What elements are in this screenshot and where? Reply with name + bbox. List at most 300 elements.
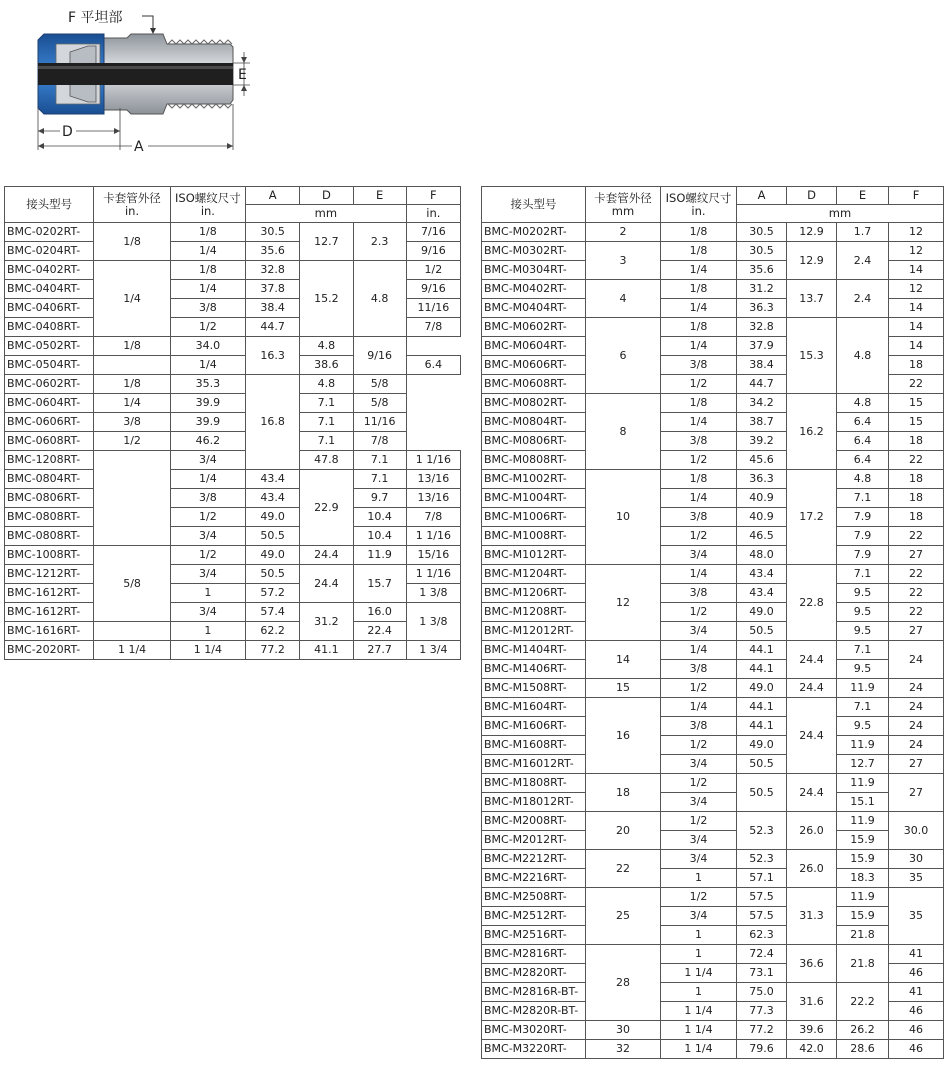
iso-thread-cell: 1/2 <box>661 774 737 793</box>
dim-a-cell: 50.5 <box>737 774 787 812</box>
dim-e-cell: 4.8 <box>837 394 889 413</box>
dim-a-cell: 38.7 <box>737 413 787 432</box>
iso-thread-cell: 1 1/4 <box>661 1021 737 1040</box>
dim-f-cell: 7/8 <box>406 318 460 337</box>
part-number-cell: BMC-M1012RT- <box>482 546 586 565</box>
dim-e-cell: 2.4 <box>837 242 889 280</box>
dim-e-cell: 4.8 <box>837 318 889 394</box>
dim-f-cell: 11/16 <box>353 413 406 432</box>
dim-a-cell: 57.5 <box>737 888 787 907</box>
table-row <box>482 945 944 964</box>
iso-thread-cell: 1/2 <box>94 432 170 451</box>
table-row <box>5 394 461 413</box>
dim-a-cell: 73.1 <box>737 964 787 983</box>
dim-f-cell: 22 <box>889 584 944 603</box>
part-number-cell: BMC-M2216RT- <box>482 869 586 888</box>
table-row <box>482 717 944 736</box>
table-row <box>482 888 944 907</box>
iso-thread-cell: 1 1/4 <box>170 641 245 660</box>
part-number-cell: BMC-M1204RT- <box>482 565 586 584</box>
dim-a-cell: 44.7 <box>737 375 787 394</box>
table-row <box>5 451 461 470</box>
table-row <box>5 261 461 280</box>
table-row <box>482 812 944 831</box>
part-number-cell: BMC-M1208RT- <box>482 603 586 622</box>
dim-f-cell: 15/16 <box>406 546 460 565</box>
part-number-cell: BMC-M0606RT- <box>482 356 586 375</box>
part-number-cell: BMC-M18012RT- <box>482 793 586 812</box>
dim-e-cell: 7.1 <box>353 451 406 470</box>
table-row <box>482 641 944 660</box>
part-number-cell: BMC-M2516RT- <box>482 926 586 945</box>
dim-f-cell: 27 <box>889 774 944 812</box>
iso-thread-cell: 1/2 <box>661 679 737 698</box>
tube-od-cell <box>94 451 170 546</box>
tube-od-cell: 16 <box>586 698 661 774</box>
tube-od-cell: 8 <box>586 394 661 470</box>
part-number-cell: BMC-M2816R-BT- <box>482 983 586 1002</box>
dim-a-cell: 35.6 <box>246 242 300 261</box>
part-number-cell: BMC-M0608RT- <box>482 375 586 394</box>
dim-a-cell: 38.4 <box>246 299 300 318</box>
iso-thread-cell: 1/4 <box>170 470 245 489</box>
tube-od-cell: 2 <box>586 223 661 242</box>
iso-thread-cell: 1/2 <box>661 375 737 394</box>
dim-e-cell: 6.4 <box>837 451 889 470</box>
iso-thread-cell: 1/8 <box>661 223 737 242</box>
dim-e-cell: 4.8 <box>300 337 353 356</box>
dim-f-cell: 9/16 <box>353 337 406 375</box>
dim-e-cell: 15.9 <box>837 850 889 869</box>
dim-a-cell: 40.9 <box>737 489 787 508</box>
iso-thread-cell: 1/4 <box>661 299 737 318</box>
table-row <box>482 1040 944 1059</box>
header-mm: mm <box>737 205 944 223</box>
dim-a-cell: 57.5 <box>737 907 787 926</box>
part-number-cell: BMC-0604RT- <box>5 394 94 413</box>
dim-d-cell: 42.0 <box>787 1040 837 1059</box>
dim-a-cell: 45.6 <box>737 451 787 470</box>
dim-f-cell: 14 <box>889 318 944 337</box>
dim-e-cell: 7.9 <box>837 546 889 565</box>
tube-od-cell: 25 <box>586 888 661 945</box>
dim-f-cell: 15 <box>889 413 944 432</box>
dim-f-cell: 22 <box>889 375 944 394</box>
part-number-cell: BMC-M0804RT- <box>482 413 586 432</box>
dim-f-cell: 27 <box>889 755 944 774</box>
header-e: E <box>837 187 889 205</box>
iso-thread-cell: 3/4 <box>661 622 737 641</box>
iso-thread-cell: 1/2 <box>170 546 245 565</box>
dim-f-cell: 18 <box>889 508 944 527</box>
iso-thread-cell: 1 1/4 <box>661 1002 737 1021</box>
tube-od-cell: 22 <box>586 850 661 888</box>
iso-thread-cell: 1/4 <box>170 242 245 261</box>
table-row <box>5 641 461 660</box>
dim-f-cell: 24 <box>889 717 944 736</box>
header-iso-thread: ISO螺纹尺寸 in. <box>170 187 245 223</box>
table-row <box>5 489 461 508</box>
dim-f-cell: 15 <box>889 394 944 413</box>
part-number-cell: BMC-M1604RT- <box>482 698 586 717</box>
part-number-cell: BMC-0606RT- <box>5 413 94 432</box>
dim-d-cell: 24.4 <box>787 698 837 774</box>
part-number-cell: BMC-0502RT- <box>5 337 94 356</box>
table-row <box>482 755 944 774</box>
dim-e-cell: 9.5 <box>837 603 889 622</box>
dim-d-cell: 39.6 <box>787 1021 837 1040</box>
dim-e-cell: 6.4 <box>406 356 460 375</box>
dim-e-cell: 7.1 <box>837 489 889 508</box>
table-row <box>5 546 461 565</box>
header-f: F <box>889 187 944 205</box>
imperial-table <box>4 186 461 660</box>
dim-e-cell: 2.4 <box>837 280 889 318</box>
dim-f-cell: 14 <box>889 261 944 280</box>
table-row <box>482 622 944 641</box>
part-number-cell: BMC-M0404RT- <box>482 299 586 318</box>
table-row <box>482 223 944 242</box>
dim-f-cell: 1/2 <box>406 261 460 280</box>
dim-a-cell: 36.3 <box>737 299 787 318</box>
table-row <box>5 508 461 527</box>
part-number-cell: BMC-M1008RT- <box>482 527 586 546</box>
tube-od-cell: 4 <box>586 280 661 318</box>
table-row <box>5 527 461 546</box>
iso-thread-cell: 3/4 <box>661 755 737 774</box>
header-mm: mm <box>246 205 407 223</box>
dim-f-cell: 35 <box>889 869 944 888</box>
dim-d-cell: 17.2 <box>787 470 837 565</box>
dim-e-cell: 4.8 <box>300 375 353 394</box>
dim-e-cell: 10.4 <box>353 508 406 527</box>
part-number-cell: BMC-0806RT- <box>5 489 94 508</box>
iso-thread-cell: 3/4 <box>661 850 737 869</box>
part-number-cell: BMC-M0202RT- <box>482 223 586 242</box>
part-number-cell: BMC-0204RT- <box>5 242 94 261</box>
dim-e-cell: 4.8 <box>837 470 889 489</box>
table-row <box>5 470 461 489</box>
tube-od-cell: 1/4 <box>94 261 170 337</box>
dim-e-cell: 12.7 <box>837 755 889 774</box>
dim-a-cell: 44.7 <box>246 318 300 337</box>
header-iso-thread: ISO螺纹尺寸 in. <box>661 187 737 223</box>
table-row <box>482 470 944 489</box>
header-e: E <box>353 187 406 205</box>
iso-thread-cell: 3/4 <box>661 793 737 812</box>
iso-thread-cell: 1 <box>170 622 245 641</box>
iso-thread-cell: 3/4 <box>170 451 245 470</box>
part-number-cell: BMC-M0806RT- <box>482 432 586 451</box>
part-number-cell: BMC-1008RT- <box>5 546 94 565</box>
iso-thread-cell: 1 <box>661 869 737 888</box>
part-number-cell: BMC-M1004RT- <box>482 489 586 508</box>
dim-a-cell: 46.5 <box>737 527 787 546</box>
part-number-cell: BMC-M1508RT- <box>482 679 586 698</box>
dim-a-cell: 40.9 <box>737 508 787 527</box>
iso-thread-cell: 1/4 <box>94 394 170 413</box>
part-number-cell: BMC-0808RT- <box>5 508 94 527</box>
iso-thread-cell: 3/8 <box>170 299 245 318</box>
part-number-cell: BMC-M2816RT- <box>482 945 586 964</box>
dim-a-cell: 34.0 <box>170 337 245 356</box>
table-row <box>5 565 461 584</box>
dim-d-cell: 41.1 <box>300 641 353 660</box>
part-number-cell: BMC-1612RT- <box>5 603 94 622</box>
part-number-cell: BMC-M1606RT- <box>482 717 586 736</box>
dim-e-cell: 26.2 <box>837 1021 889 1040</box>
table-row <box>482 451 944 470</box>
table-row <box>482 318 944 337</box>
table-row <box>5 413 461 432</box>
dim-f-cell: 46 <box>889 1040 944 1059</box>
dim-a-cell: 50.5 <box>737 622 787 641</box>
dim-e-cell: 10.4 <box>353 527 406 546</box>
dim-d-cell: 31.6 <box>787 983 837 1021</box>
dim-a-cell: 77.2 <box>246 641 300 660</box>
dim-d-cell: 12.7 <box>300 223 353 261</box>
dim-d-cell: 22.8 <box>787 565 837 641</box>
fitting-diagram <box>0 0 300 160</box>
table-row <box>5 223 461 242</box>
dim-f-cell: 13/16 <box>406 470 460 489</box>
tube-od-cell: 30 <box>586 1021 661 1040</box>
dim-a-cell: 50.5 <box>737 755 787 774</box>
dim-a-cell: 30.5 <box>246 223 300 242</box>
table-row <box>482 983 944 1002</box>
iso-thread-cell: 1/4 <box>661 565 737 584</box>
d-label: D <box>62 124 73 140</box>
iso-thread-cell: 1/2 <box>661 527 737 546</box>
table-row <box>482 603 944 622</box>
dim-f-cell: 24 <box>889 641 944 679</box>
iso-thread-cell: 1/8 <box>94 337 170 356</box>
dim-d-cell: 16.3 <box>246 337 300 375</box>
dim-a-cell: 32.8 <box>246 261 300 280</box>
table-row <box>482 242 944 261</box>
iso-thread-cell: 1/4 <box>170 356 245 375</box>
iso-thread-cell: 3/8 <box>661 717 737 736</box>
part-number-cell: BMC-M1002RT- <box>482 470 586 489</box>
dim-d-cell: 15.2 <box>300 261 353 337</box>
dim-a-cell: 43.4 <box>246 489 300 508</box>
tube-od-cell: 5/8 <box>94 546 170 622</box>
dim-e-cell: 9.7 <box>353 489 406 508</box>
iso-thread-cell: 3/4 <box>170 565 245 584</box>
part-number-cell: BMC-0406RT- <box>5 299 94 318</box>
header-d: D <box>300 187 353 205</box>
part-number-cell: BMC-M2212RT- <box>482 850 586 869</box>
iso-thread-cell: 3/8 <box>661 432 737 451</box>
dim-a-cell: 79.6 <box>737 1040 787 1059</box>
dim-e-cell: 11.9 <box>353 546 406 565</box>
dim-a-cell: 49.0 <box>737 736 787 755</box>
dim-f-cell: 30.0 <box>889 812 944 850</box>
dim-d-cell: 24.4 <box>787 774 837 812</box>
dim-e-cell: 15.9 <box>837 831 889 850</box>
dim-a-cell: 52.3 <box>737 812 787 850</box>
dim-f-cell: 27 <box>889 546 944 565</box>
metric-table <box>481 186 944 1059</box>
dim-d-cell: 36.6 <box>787 945 837 983</box>
iso-thread-cell: 1/4 <box>661 641 737 660</box>
part-number-cell: BMC-1612RT- <box>5 584 94 603</box>
part-number-cell: BMC-0402RT- <box>5 261 94 280</box>
tube-od-cell: 3 <box>586 242 661 280</box>
header-f-unit: in. <box>406 205 460 223</box>
part-number-cell: BMC-0404RT- <box>5 280 94 299</box>
table-row <box>482 793 944 812</box>
dim-e-cell: 7.1 <box>300 413 353 432</box>
dim-e-cell: 7.1 <box>837 565 889 584</box>
tube-od-cell: 14 <box>586 641 661 679</box>
table-row <box>482 546 944 565</box>
dim-a-cell: 43.4 <box>246 470 300 489</box>
part-number-cell: BMC-M0802RT- <box>482 394 586 413</box>
dim-f-cell: 22 <box>889 603 944 622</box>
dim-d-cell: 24.4 <box>787 679 837 698</box>
dim-f-cell: 1 1/16 <box>406 527 460 546</box>
part-number-cell: BMC-0804RT- <box>5 470 94 489</box>
a-label: A <box>134 139 144 155</box>
dim-a-cell: 30.5 <box>737 242 787 261</box>
header-f: F <box>406 187 460 205</box>
dim-a-cell: 38.6 <box>300 356 353 375</box>
dim-d-cell: 12.9 <box>787 223 837 242</box>
part-number-cell: BMC-M0302RT- <box>482 242 586 261</box>
iso-thread-cell: 3/8 <box>661 660 737 679</box>
part-number-cell: BMC-1616RT- <box>5 622 94 641</box>
iso-thread-cell: 3/4 <box>170 527 245 546</box>
dim-f-cell: 18 <box>889 432 944 451</box>
dim-f-cell: 14 <box>889 299 944 318</box>
part-number-cell: BMC-0408RT- <box>5 318 94 337</box>
dim-d-cell: 12.9 <box>787 242 837 280</box>
table-row <box>482 679 944 698</box>
dim-a-cell: 31.2 <box>737 280 787 299</box>
dim-e-cell: 15.1 <box>837 793 889 812</box>
dim-a-cell: 57.2 <box>246 584 300 603</box>
dim-f-cell: 18 <box>889 489 944 508</box>
part-number-cell: BMC-M0304RT- <box>482 261 586 280</box>
iso-thread-cell: 1 1/4 <box>661 964 737 983</box>
dim-a-cell: 50.5 <box>246 527 300 546</box>
table-row <box>482 565 944 584</box>
iso-thread-cell: 1 <box>661 945 737 964</box>
dim-e-cell: 7.9 <box>837 508 889 527</box>
dim-f-cell: 1 3/8 <box>406 584 460 603</box>
dim-f-cell: 13/16 <box>406 489 460 508</box>
tube-od-cell <box>94 356 170 375</box>
dim-f-cell: 22 <box>889 527 944 546</box>
table-row <box>482 907 944 926</box>
dim-e-cell: 9.5 <box>837 660 889 679</box>
dim-e-cell: 7.1 <box>837 641 889 660</box>
tube-od-cell <box>94 622 170 641</box>
part-number-cell: BMC-M2820R-BT- <box>482 1002 586 1021</box>
dim-a-cell: 39.9 <box>170 413 245 432</box>
dim-e-cell: 21.8 <box>837 926 889 945</box>
iso-thread-cell: 1/8 <box>661 318 737 337</box>
dim-a-cell: 38.4 <box>737 356 787 375</box>
tube-od-cell: 28 <box>586 945 661 1021</box>
part-number-cell: BMC-0202RT- <box>5 223 94 242</box>
dim-f-cell: 46 <box>889 964 944 983</box>
dim-e-cell: 7.1 <box>353 470 406 489</box>
iso-thread-cell: 3/8 <box>661 508 737 527</box>
dim-a-cell: 46.2 <box>170 432 245 451</box>
e-label: E <box>238 67 247 83</box>
dim-a-cell: 49.0 <box>246 546 300 565</box>
table-row <box>482 508 944 527</box>
part-number-cell: BMC-2020RT- <box>5 641 94 660</box>
iso-thread-cell: 1 1/4 <box>661 1040 737 1059</box>
dim-e-cell: 4.8 <box>353 261 406 337</box>
header-a: A <box>246 187 300 205</box>
dim-e-cell: 2.3 <box>353 223 406 261</box>
iso-thread-cell: 1/8 <box>170 261 245 280</box>
dim-e-cell: 28.6 <box>837 1040 889 1059</box>
iso-thread-cell: 1 <box>170 584 245 603</box>
table-row <box>482 831 944 850</box>
tube-od-cell: 1 1/4 <box>94 641 170 660</box>
header-part: 接头型号 <box>5 187 94 223</box>
dim-e-cell: 9.5 <box>837 584 889 603</box>
dim-a-cell: 49.0 <box>246 508 300 527</box>
part-number-cell: BMC-M1808RT- <box>482 774 586 793</box>
dim-e-cell: 27.7 <box>353 641 406 660</box>
table-row <box>5 432 461 451</box>
part-number-cell: BMC-M0402RT- <box>482 280 586 299</box>
iso-thread-cell: 1/2 <box>170 508 245 527</box>
table-row <box>482 736 944 755</box>
dim-a-cell: 44.1 <box>737 698 787 717</box>
table-row <box>482 280 944 299</box>
dim-f-cell: 24 <box>889 736 944 755</box>
iso-thread-cell: 1/2 <box>170 318 245 337</box>
dim-f-cell: 30 <box>889 850 944 869</box>
iso-thread-cell: 1/2 <box>661 736 737 755</box>
header-a: A <box>737 187 787 205</box>
dim-f-cell: 9/16 <box>406 242 460 261</box>
dim-d-cell: 24.4 <box>300 565 353 603</box>
iso-thread-cell: 3/4 <box>661 907 737 926</box>
dim-f-cell: 5/8 <box>353 375 406 394</box>
dim-d-cell: 22.9 <box>300 470 353 546</box>
dim-f-cell: 7/16 <box>406 223 460 242</box>
dim-f-cell: 14 <box>889 337 944 356</box>
dim-a-cell: 48.0 <box>737 546 787 565</box>
dim-f-cell: 1 3/4 <box>406 641 460 660</box>
dim-a-cell: 49.0 <box>737 679 787 698</box>
dim-f-cell: 46 <box>889 1021 944 1040</box>
table-row <box>482 1021 944 1040</box>
part-number-cell: BMC-M0602RT- <box>482 318 586 337</box>
iso-thread-cell: 1/4 <box>661 489 737 508</box>
iso-thread-cell: 1 <box>661 983 737 1002</box>
iso-thread-cell: 1/8 <box>170 223 245 242</box>
dim-a-cell: 36.3 <box>737 470 787 489</box>
table-row <box>482 869 944 888</box>
dim-f-cell: 24 <box>889 698 944 717</box>
dim-f-cell: 18 <box>889 470 944 489</box>
dim-a-cell: 62.3 <box>737 926 787 945</box>
table-row <box>482 584 944 603</box>
iso-thread-cell: 3/4 <box>661 546 737 565</box>
part-number-cell: BMC-0504RT- <box>5 356 94 375</box>
dim-a-cell: 39.9 <box>170 394 245 413</box>
table-row <box>482 774 944 793</box>
